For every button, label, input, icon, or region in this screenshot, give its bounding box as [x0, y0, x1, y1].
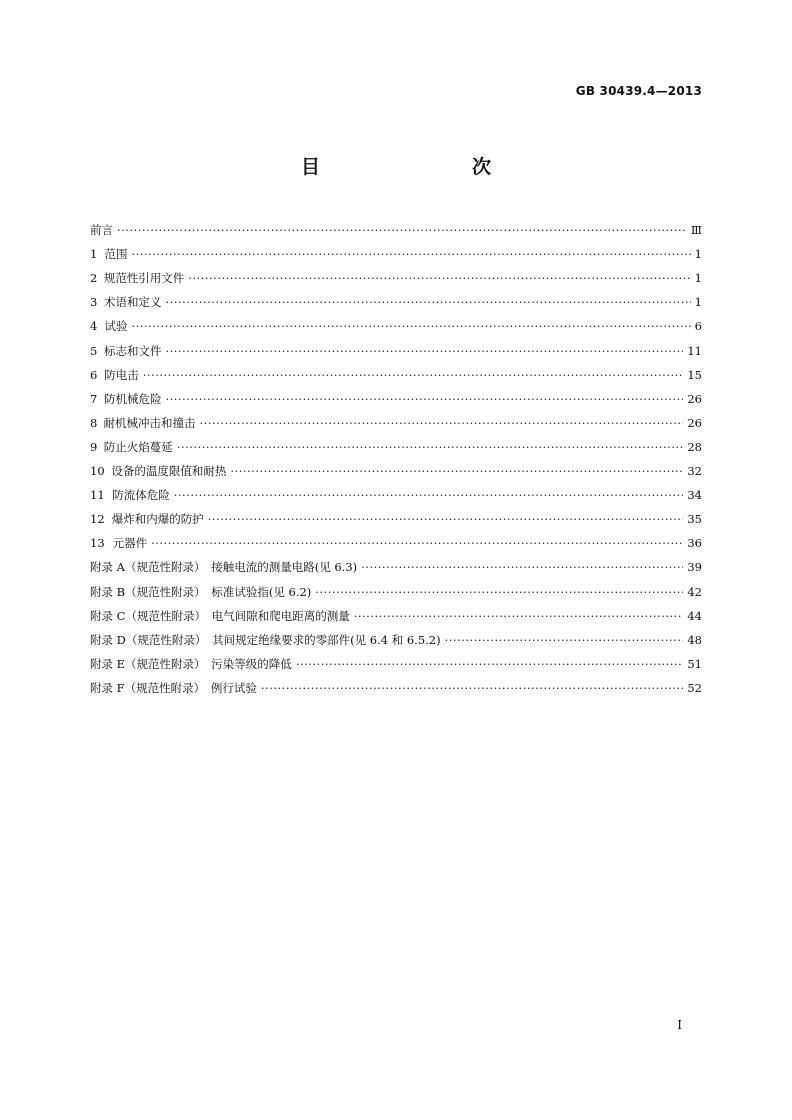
toc-entry-page: 1: [694, 295, 702, 310]
toc-entry-page: 39: [687, 560, 702, 575]
toc-entry-number: 1: [90, 247, 98, 262]
toc-entry-label: 防电击: [104, 367, 139, 382]
toc-entry-label: 元器件: [112, 536, 148, 551]
toc-entry-4[interactable]: [90, 310, 702, 334]
toc-entry-label: 前言: [90, 223, 113, 238]
toc-dot-leader: [296, 656, 684, 672]
toc-entry-number: 12: [90, 512, 105, 527]
toc-entry-page: 11: [687, 343, 702, 358]
toc-dot-leader: [315, 584, 683, 600]
toc-entry-label: 术语和定义: [104, 295, 162, 310]
toc-entry-label: 耐机械冲击和撞击: [103, 415, 196, 430]
toc-entry-label: 设备的温度限值和耐热: [111, 464, 227, 479]
toc-entry-foreword[interactable]: [90, 214, 702, 238]
toc-entry-number: 10: [90, 464, 105, 479]
toc-dot-leader: [151, 535, 683, 551]
toc-entry-number: 7: [90, 391, 98, 406]
toc-dot-leader: [143, 367, 684, 383]
toc-dot-leader: [165, 391, 683, 407]
toc-entry-page: 36: [687, 536, 702, 551]
toc-entry-number: 8: [90, 415, 98, 430]
toc-entry-page: 26: [687, 415, 702, 430]
toc-entry-page: 26: [687, 391, 702, 406]
toc-entry-annex-e[interactable]: [90, 648, 702, 672]
toc-entry-page: 28: [687, 439, 702, 454]
toc-entry-label: 防机械危险: [103, 391, 162, 406]
toc-entry-annex-a[interactable]: [90, 551, 702, 575]
toc-entry-page: 6: [694, 319, 702, 334]
toc-dot-leader: [200, 415, 684, 431]
toc-entry-8[interactable]: [90, 407, 702, 431]
toc-entry-number: 13: [90, 536, 105, 551]
toc-entry-11[interactable]: [90, 479, 702, 503]
toc-entry-label: 附录 A（规范性附录） 接触电流的测量电路(见 6.3): [90, 560, 358, 575]
toc-entry-label: 标志和文件: [103, 343, 162, 358]
toc-entry-annex-c[interactable]: [90, 600, 702, 624]
toc-dot-leader: [354, 608, 684, 624]
toc-entry-page: 48: [687, 632, 702, 647]
toc-dot-leader: [165, 343, 683, 359]
toc-dot-leader: [174, 487, 684, 503]
standard-code: GB 30439.4—2013: [575, 84, 702, 98]
toc-entry-label: 爆炸和内爆的防护: [111, 512, 204, 527]
toc-entry-3[interactable]: [90, 286, 702, 310]
toc-entry-annex-f[interactable]: [90, 672, 702, 696]
toc-entry-label: 规范性引用文件: [103, 271, 185, 286]
toc-entry-label: 附录 E（规范性附录） 污染等级的降低: [90, 656, 292, 671]
toc-entry-6[interactable]: [90, 359, 702, 383]
toc-entry-page: 34: [687, 488, 702, 503]
toc-entry-2[interactable]: [90, 262, 702, 286]
toc-entry-10[interactable]: [90, 455, 702, 479]
toc-entry-label: 防流体危险: [112, 488, 170, 503]
toc-entry-label: 范围: [104, 247, 128, 262]
toc-entry-annex-b[interactable]: [90, 575, 702, 599]
toc-entry-9[interactable]: [90, 431, 702, 455]
toc-entry-page: 52: [687, 680, 702, 695]
toc-dot-leader: [117, 222, 687, 238]
toc-entry-number: 2: [90, 271, 98, 286]
toc-entry-label: 试验: [104, 319, 128, 334]
toc-entry-page: 15: [687, 367, 702, 382]
toc-entry-page: 44: [687, 608, 702, 623]
page-number: I: [677, 1018, 682, 1032]
toc-entry-number: 9: [90, 439, 98, 454]
toc-dot-leader: [230, 463, 683, 479]
toc-entry-number: 4: [90, 319, 98, 334]
toc-entry-label: 附录 B（规范性附录） 标准试验指(见 6.2): [90, 584, 312, 599]
toc-dot-leader: [131, 318, 690, 334]
toc-dot-leader: [261, 680, 683, 696]
toc-entry-page: Ⅲ: [690, 223, 702, 238]
toc-entry-page: 1: [694, 247, 702, 262]
toc-entry-label: 防止火焰蔓延: [103, 439, 173, 454]
toc-entry-page: 1: [694, 271, 702, 286]
toc-entry-page: 35: [687, 512, 702, 527]
toc-entry-7[interactable]: [90, 383, 702, 407]
toc-entry-1[interactable]: [90, 238, 702, 262]
toc-dot-leader: [166, 294, 691, 310]
toc-entry-label: 附录 D（规范性附录） 其间规定绝缘要求的零部件(见 6.4 和 6.5.2): [90, 632, 441, 647]
toc-entry-page: 51: [687, 656, 702, 671]
toc-entry-number: 6: [90, 367, 98, 382]
toc-dot-leader: [177, 439, 684, 455]
toc-entry-12[interactable]: [90, 503, 702, 527]
toc-dot-leader: [131, 246, 690, 262]
toc-entry-number: 5: [90, 343, 98, 358]
toc-entry-annex-d[interactable]: [90, 624, 702, 648]
toc-entry-label: 附录 C（规范性附录） 电气间隙和爬电距离的测量: [90, 608, 350, 623]
toc-dot-leader: [208, 511, 684, 527]
toc-entry-13[interactable]: [90, 527, 702, 551]
toc-entry-label: 附录 F（规范性附录） 例行试验: [90, 680, 257, 695]
toc-dot-leader: [361, 559, 683, 575]
toc-entry-page: 42: [687, 584, 702, 599]
toc-dot-leader: [188, 270, 690, 286]
table-of-contents: [90, 214, 702, 696]
toc-entry-5[interactable]: [90, 334, 702, 358]
toc-dot-leader: [445, 632, 684, 648]
toc-entry-number: 11: [90, 488, 105, 503]
page-title: 目 次: [300, 156, 529, 178]
toc-entry-number: 3: [90, 295, 98, 310]
toc-entry-page: 32: [687, 464, 702, 479]
